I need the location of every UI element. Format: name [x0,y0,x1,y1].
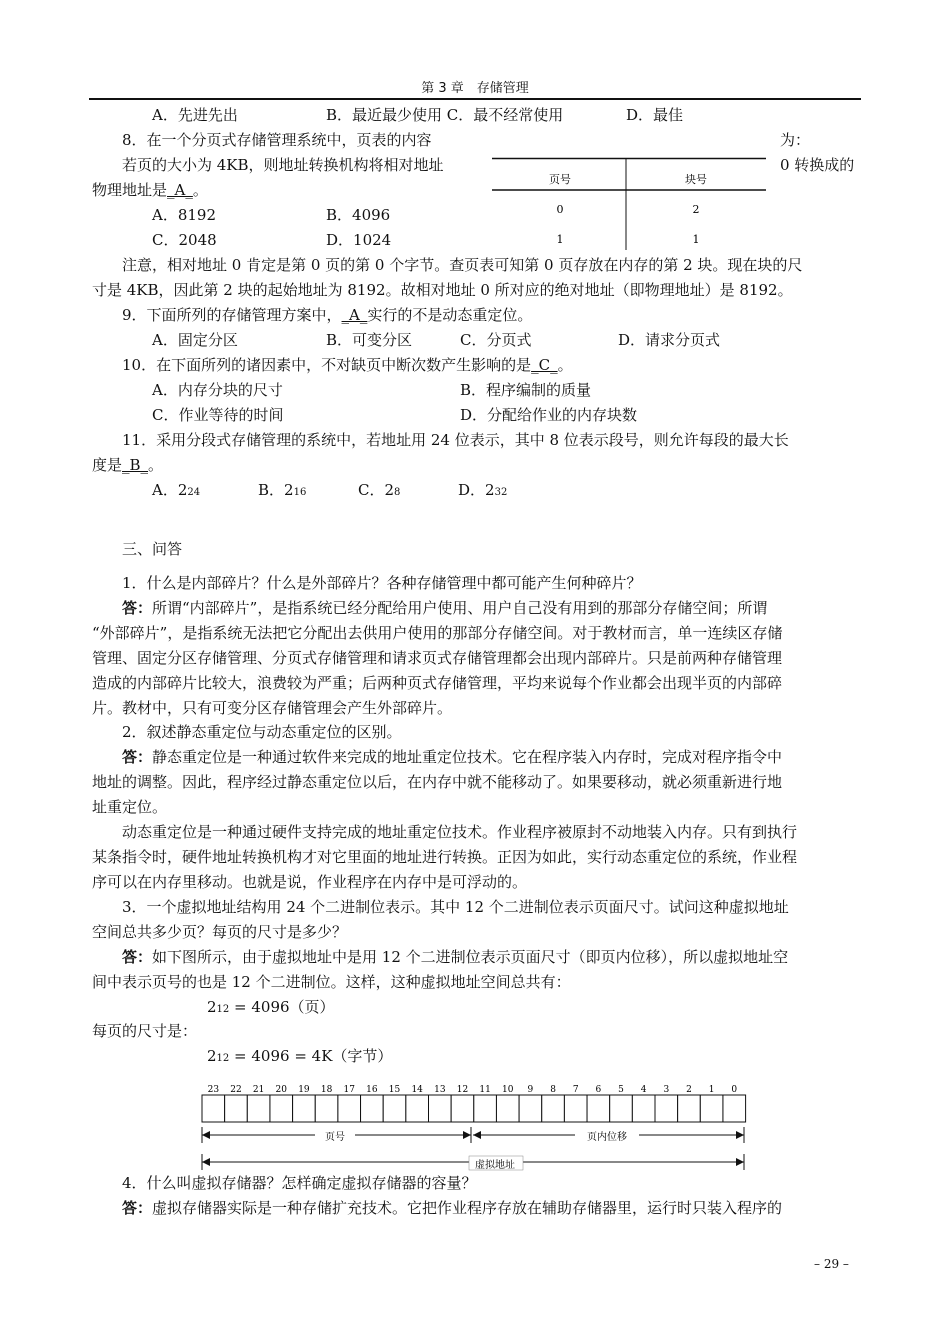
bit-index-label: 1 [708,1085,715,1095]
bit-cell [361,1095,384,1122]
qa1-answer-text: 所谓“内部碎片”，是指系统已经分配给用户使用、用户自己没有用到的那部分存储空间；所谓 [152,599,768,617]
table-header-page: 页号 [549,173,571,186]
qa3-question-line1: 3．一个虚拟地址结构用 24 个二进制位表示。其中 12 个二进制位表示页面尺寸。试问这种虚拟地址 [122,898,789,916]
bit-index-label: 0 [731,1085,738,1095]
formula-pages-rest: = 4096（页） [229,998,335,1016]
bit-index-label: 2 [686,1085,692,1095]
q11-answer: _B_ [122,456,149,474]
qa1-answer-line3: 管理、固定分区存储管理、分页式存储管理和请求页式存储管理都会出现内部碎片。只是前两种存储管理 [92,649,783,667]
section-title: 三、问答 [122,540,183,558]
qa1-answer-label: 答： [122,599,153,617]
q8-line3-post: 。 [192,181,208,199]
virtual-address-diagram [195,1080,755,1176]
q9-option-b: B．可变分区 [326,331,413,349]
q10-stem [122,355,573,375]
qa1-answer-line2: “外部碎片”，是指系统无法把它分配出去供用户使用的那部分存储空间。对于教材而言，单一连续区存储 [92,624,783,642]
q9-post: 实行的不是动态重定位。 [367,306,533,324]
page-header: 第 3 章 存储管理 [421,81,529,96]
bit-index-label: 20 [275,1085,288,1095]
bit-cell [293,1095,316,1122]
bit-cell [451,1095,474,1122]
q8-option-a: A．8192 [152,206,217,224]
formula-pagesize-rest: = 4096 = 4K（字节） [229,1047,393,1065]
page-number-label: 页号 [325,1132,345,1143]
q9-pre: 9．下面所列的存储管理方案中， [122,306,342,324]
bit-index-label: 6 [595,1085,602,1095]
formula-pagesize [207,1046,392,1069]
q11-option-d [458,480,507,503]
bit-index-label: 17 [343,1085,355,1095]
bit-cell [519,1095,542,1122]
qa2-answer-line2: 地址的调整。因此，程序经过静态重定位以后，在内存中就不能移动了。如果要移动，就必须重新进行地 [92,773,783,791]
qa4-answer-line1 [122,1198,782,1218]
qa3-answer-line2: 间中表示页号的也是 12 个二进制位。这样，这种虚拟地址空间总共有： [92,973,571,991]
qa1-answer-line4: 造成的内部碎片比较大，浪费较为严重；后两种页式存储管理，平均来说每个作业都会出现半页的内部碎 [92,674,783,692]
bit-index-label: 8 [550,1085,556,1095]
qa1-answer-line5: 片。教材中，只有可变分区存储管理会产生外部碎片。 [92,699,453,717]
virtual-address-label: 虚拟地址 [475,1160,515,1171]
qa4-answer-text: 虚拟存储器实际是一种存储扩充技术。它把作业程序存放在辅助存储器里，运行时只装入程序的 [152,1199,783,1217]
q8-line1-right: 为： [780,131,811,149]
q10-option-a: A．内存分块的尺寸 [152,381,283,399]
q11-line2-pre: 度是 [92,456,123,474]
q8-line1: 8．在一个分页式存储管理系统中，页表的内容 [122,131,432,149]
bit-cell [383,1095,406,1122]
q11-opt-d-base: D．2 [458,481,495,499]
bit-cell [496,1095,519,1122]
q11-opt-c-exp: 8 [394,487,401,498]
bit-cell [474,1095,497,1122]
q11-opt-b-exp: 16 [293,487,307,498]
bit-cell [700,1095,723,1122]
q8-option-c: C．2048 [152,231,217,249]
bit-cell [655,1095,678,1122]
q11-line2-post: 。 [148,456,164,474]
table-cell: 2 [692,203,700,216]
qa3-answer-label: 答： [122,948,153,966]
bit-index-label: 19 [298,1085,310,1095]
formula-pagesize-base: 2 [207,1047,217,1065]
q10-option-b: B．程序编制的质量 [460,381,592,399]
bit-index-label: 5 [618,1085,624,1095]
q11-line2 [92,455,163,475]
qa2-question: 2．叙述静态重定位与动态重定位的区别。 [122,723,402,741]
q8-line3 [92,180,208,200]
bit-index-label: 21 [252,1085,265,1095]
bit-index-label: 18 [320,1085,333,1095]
q8-note-line2: 寸是 4KB，因此第 2 块的起始地址为 8192。故相对地址 0 所对应的绝对地址（即物理地址）是 8192。 [92,281,793,299]
q9-stem [122,305,532,325]
page-table [490,157,790,251]
q9-option-d: D．请求分页式 [618,331,721,349]
q11-line1: 11．采用分段式存储管理的系统中，若地址用 24 位表示，其中 8 位表示段号，则允许每段的最大长 [122,431,789,449]
q11-option-c [358,480,400,503]
qa2-answer-line4: 动态重定位是一种通过硬件支持完成的地址重定位技术。作业程序被原封不动地装入内存。只有到执行 [122,823,798,841]
bit-cell [587,1095,610,1122]
qa3-answer-line1 [122,947,788,967]
q11-option-a [152,480,200,503]
q9-option-c: C．分页式 [460,331,532,349]
q10-option-d: D．分配给作业的内存块数 [460,406,638,424]
bit-cell [225,1095,248,1122]
bit-index-label: 15 [388,1085,401,1095]
q8-note-line1: 注意，相对地址 0 肯定是第 0 页的第 0 个字节。查页表可知第 0 页存放在内存的第 2 块。现在块的尺 [122,256,803,274]
bit-index-label: 10 [502,1085,514,1095]
bit-cell [632,1095,655,1122]
q8-option-b: B．4096 [326,206,391,224]
bit-cell [542,1095,565,1122]
page-offset-label: 页内位移 [587,1132,627,1143]
header-rule [89,98,861,100]
qa2-answer-line6: 序可以在内存里移动。也就是说，作业程序在内存中是可浮动的。 [92,873,528,891]
bit-cell [315,1095,338,1122]
bit-cell [247,1095,270,1122]
q10-answer: _C_ [531,356,558,374]
bit-index-label: 12 [456,1085,469,1095]
q7-option-bc: B．最近最少使用 C．最不经常使用 [326,106,564,124]
q11-opt-d-exp: 32 [494,487,508,498]
q11-option-b [258,480,306,503]
q8-option-d: D．1024 [326,231,392,249]
bit-index-label: 23 [207,1085,220,1095]
bit-cell [610,1095,633,1122]
q8-line2: 若页的大小为 4KB，则地址转换机构将相对地址 [122,156,444,174]
qa2-answer-text: 静态重定位是一种通过软件来完成的地址重定位技术。它在程序装入内存时，完成对程序指令中 [152,748,783,766]
formula-pages [207,997,335,1020]
qa4-question: 4．什么叫虚拟存储器？怎样确定虚拟存储器的容量？ [122,1174,477,1192]
bit-cell [202,1095,225,1122]
bit-cell [406,1095,429,1122]
bit-index-label: 13 [434,1085,446,1095]
bit-index-label: 14 [411,1085,423,1095]
bit-index-label: 7 [572,1085,579,1095]
formula-pages-exp: 12 [216,1004,230,1015]
qa3-question-line2: 空间总共多少页？每页的尺寸是多少？ [92,923,348,941]
q10-post: 。 [557,356,573,374]
page-number: – 29 – [814,1257,849,1271]
qa2-answer-label: 答： [122,748,153,766]
bit-index-label: 22 [230,1085,242,1095]
q11-opt-a-exp: 24 [187,487,201,498]
table-cell: 1 [556,233,564,246]
q7-option-a: A．先进先出 [152,106,238,124]
bit-cell [270,1095,293,1122]
q11-opt-c-base: C．2 [358,481,395,499]
q11-opt-b-base: B．2 [258,481,294,499]
bit-cell [564,1095,587,1122]
qa3-answer-text: 如下图所示，由于虚拟地址中是用 12 个二进制位表示页面尺寸（即页内位移），所以虚拟地址空 [152,948,789,966]
q11-opt-a-base: A．2 [152,481,188,499]
bit-cell [723,1095,746,1122]
table-cell: 0 [556,203,564,216]
qa4-answer-label: 答： [122,1199,153,1217]
qa2-answer-line3: 址重定位。 [92,798,168,816]
bit-index-label: 11 [479,1085,491,1095]
qa1-question: 1．什么是内部碎片？什么是外部碎片？各种存储管理中都可能产生何种碎片？ [122,574,642,592]
formula-pages-base: 2 [207,998,217,1016]
q9-answer: _A_ [341,306,368,324]
bit-cell [678,1095,701,1122]
bit-index-label: 3 [663,1085,670,1095]
q10-option-c: C．作业等待的时间 [152,406,284,424]
q8-line3-pre: 物理地址是 [92,181,168,199]
bit-index-label: 4 [640,1085,647,1095]
q9-option-a: A．固定分区 [152,331,238,349]
qa3-answer-line3: 每页的尺寸是： [92,1022,198,1040]
bit-index-label: 9 [527,1085,534,1095]
table-cell: 1 [692,233,700,246]
q10-pre: 10．在下面所列的诸因素中，不对缺页中断次数产生影响的是 [122,356,532,374]
qa2-answer-line5: 某条指令时，硬件地址转换机构才对它里面的地址进行转换。正因为如此，实行动态重定位的系统，作业程 [92,848,798,866]
formula-pagesize-exp: 12 [216,1053,230,1064]
qa2-answer-line1 [122,747,782,767]
bit-index-label: 16 [366,1085,378,1095]
qa1-answer-line1 [122,598,767,618]
bit-cell [429,1095,452,1122]
q7-option-d: D．最佳 [626,106,684,124]
table-header-block: 块号 [685,173,707,186]
q8-line2-right: 0 转换成的 [780,156,855,174]
q8-answer: _A_ [167,181,193,199]
bit-cell [338,1095,361,1122]
